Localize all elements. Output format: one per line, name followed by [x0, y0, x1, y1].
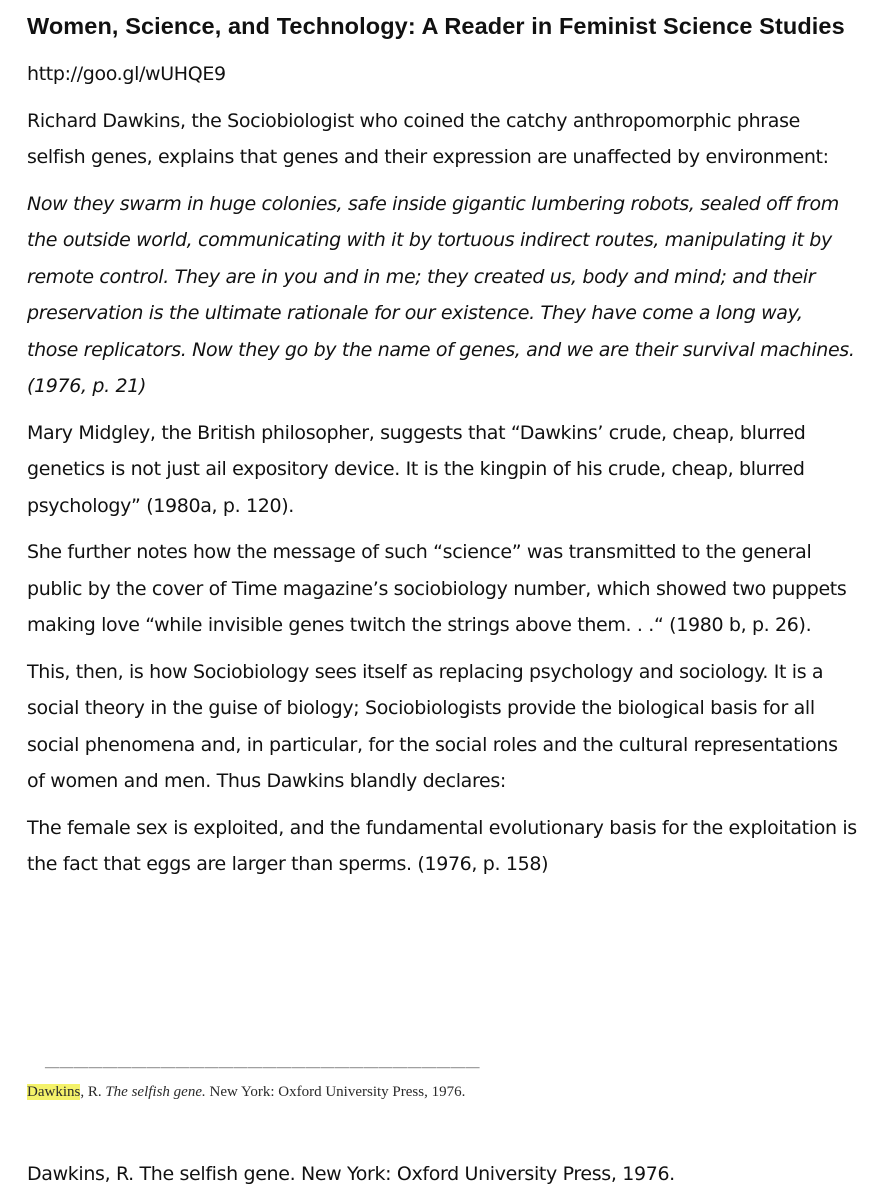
paragraph-midgley: Mary Midgley, the British philosopher, suggests that “Dawkins’ crude, cheap, blurred genetics is not just ail expository device. It is the kingpin of his crude, cheap, blurred psychology” (1980a, p. 120).: [27, 421, 806, 517]
snippet-author-rest: , R.: [80, 1084, 106, 1100]
paragraph-time-magazine: She further notes how the message of such “science” was transmitted to the general public by the cover of Time magazine’s sociobiology number, which showed two puppets making love “while invisible genes twitch the strings above them. . .“ (1980 b, p. 26).: [27, 541, 847, 636]
paragraph-sociobiology: This, then, is how Sociobiology sees itself as replacing psychology and sociology. It is a social theory in the guise of biology; Sociobiologists provide the biological basis for all social phenomena and, in particular, for the social roles and the cultural representations of women and men. Thus Dawkins blandly declares:: [27, 660, 838, 792]
cut-off-text-line: ——————————————————————————————: [45, 1060, 480, 1075]
paragraph-intro: Richard Dawkins, the Sociobiologist who coined the catchy anthropomorphic phrase selfish genes, explains that genes and their expression are unaffected by environment:: [27, 109, 829, 168]
highlighted-author: Dawkins: [27, 1084, 81, 1100]
snippet-book-title: The selfish gene.: [105, 1084, 206, 1100]
citation-text: Dawkins, R. The selfish gene. New York: Oxford University Press, 1976.: [27, 1163, 675, 1185]
paragraph-female-sex-quote: The female sex is exploited, and the fundamental evolutionary basis for the exploitation is the fact that eggs are larger than sperms. (1976, p. 158): [27, 816, 857, 875]
document-page: [27, 10, 859, 883]
source-url: http://goo.gl/wUHQE9: [27, 63, 226, 85]
dawkins-quote: Now they swarm in huge colonies, safe inside gigantic lumbering robots, sealed off from the outside world, communicating with it by tortuous indirect routes, manipulating it by remote control. They are in you and in me; they created us, body and mind; and their preservation is the ultimate rationale for our existence. They have come a long way, those replicators. Now they go by the name of genes, and we are their survival machines. (1976, p. 21): [27, 192, 855, 397]
snippet-publisher: New York: Oxford University Press, 1976.: [205, 1084, 466, 1100]
document-title: Women, Science, and Technology: A Reader in Feminist Science Studies: [27, 13, 845, 39]
scanned-reference-snippet: [27, 1060, 587, 1118]
scanned-reference-line: [27, 1084, 465, 1101]
